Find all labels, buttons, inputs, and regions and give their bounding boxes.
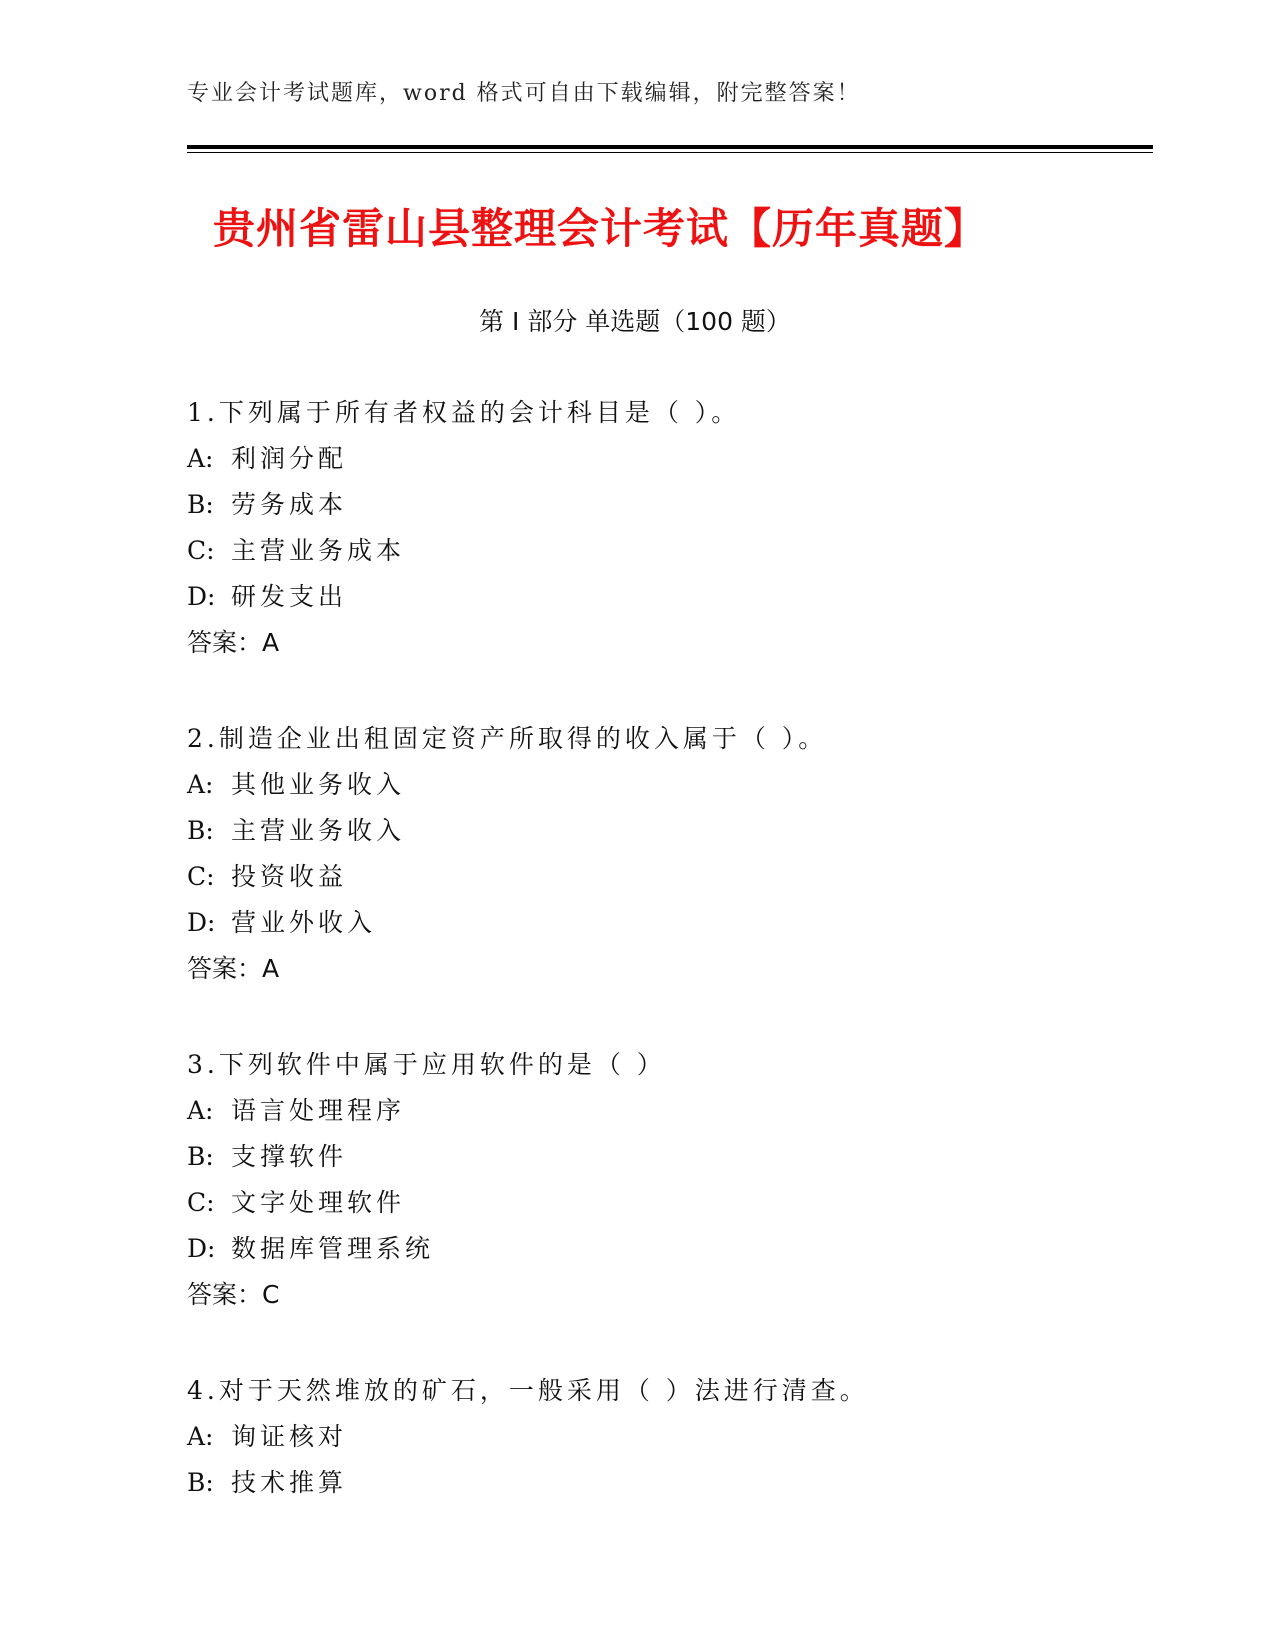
option-b	[187, 482, 1147, 528]
option-c	[187, 1180, 1147, 1226]
option-letter: A:	[187, 1096, 214, 1125]
option-d	[187, 900, 1147, 946]
answer-label: 答案：	[187, 628, 263, 657]
option-text: 劳务成本	[231, 490, 348, 519]
page-header-text: 专业会计考试题库，word 格式可自由下载编辑，附完整答案！	[187, 81, 861, 106]
option-a	[187, 1414, 1147, 1460]
answer-label: 答案：	[187, 1280, 263, 1309]
question-3	[187, 1042, 1147, 1318]
answer-line	[187, 946, 1147, 992]
answer-value: C	[262, 1280, 280, 1309]
answer-line	[187, 620, 1147, 666]
option-text: 支撑软件	[231, 1142, 348, 1171]
section-heading: 第 I 部分 单选题（100 题）	[479, 307, 791, 336]
option-text: 利润分配	[231, 444, 348, 473]
option-letter: B:	[187, 1468, 214, 1497]
question-stem: 3.下列软件中属于应用软件的是（ ）	[187, 1050, 666, 1079]
option-text: 询证核对	[231, 1422, 348, 1451]
option-a	[187, 1088, 1147, 1134]
document-title: 贵州省雷山县整理会计考试【历年真题】	[212, 204, 987, 253]
option-letter: A:	[187, 1422, 214, 1451]
option-text: 主营业务成本	[231, 536, 406, 565]
option-text: 其他业务收入	[231, 770, 406, 799]
question-stem: 2.制造企业出租固定资产所取得的收入属于（ ）。	[187, 724, 828, 753]
header-rule-thin	[187, 152, 1153, 153]
option-a	[187, 762, 1147, 808]
option-b	[187, 1134, 1147, 1180]
option-d	[187, 1226, 1147, 1272]
answer-line	[187, 1272, 1147, 1318]
header-rule-thick	[187, 145, 1153, 149]
option-letter: D:	[187, 908, 216, 937]
question-list	[187, 390, 1147, 1556]
option-text: 研发支出	[231, 582, 348, 611]
option-text: 语言处理程序	[231, 1096, 406, 1125]
option-letter: A:	[187, 770, 214, 799]
option-letter: B:	[187, 816, 214, 845]
option-letter: B:	[187, 490, 214, 519]
answer-label: 答案：	[187, 954, 263, 983]
answer-value: A	[262, 954, 280, 983]
option-letter: B:	[187, 1142, 214, 1171]
option-c	[187, 528, 1147, 574]
option-b	[187, 808, 1147, 854]
option-letter: D:	[187, 582, 216, 611]
option-d	[187, 574, 1147, 620]
option-text: 数据库管理系统	[231, 1234, 435, 1263]
question-2	[187, 716, 1147, 992]
option-text: 技术推算	[231, 1468, 348, 1497]
question-1	[187, 390, 1147, 666]
option-a	[187, 436, 1147, 482]
option-letter: D:	[187, 1234, 216, 1263]
option-letter: C:	[187, 862, 215, 891]
option-text: 文字处理软件	[231, 1188, 406, 1217]
option-text: 营业外收入	[231, 908, 377, 937]
option-letter: A:	[187, 444, 214, 473]
question-stem: 4.对于天然堆放的矿石，一般采用（ ）法进行清查。	[187, 1376, 869, 1405]
option-letter: C:	[187, 1188, 215, 1217]
option-b	[187, 1460, 1147, 1506]
option-text: 投资收益	[231, 862, 348, 891]
option-text: 主营业务收入	[231, 816, 406, 845]
question-4	[187, 1368, 1147, 1506]
option-letter: C:	[187, 536, 215, 565]
question-stem: 1.下列属于所有者权益的会计科目是（ ）。	[187, 398, 741, 427]
option-c	[187, 854, 1147, 900]
answer-value: A	[262, 628, 280, 657]
